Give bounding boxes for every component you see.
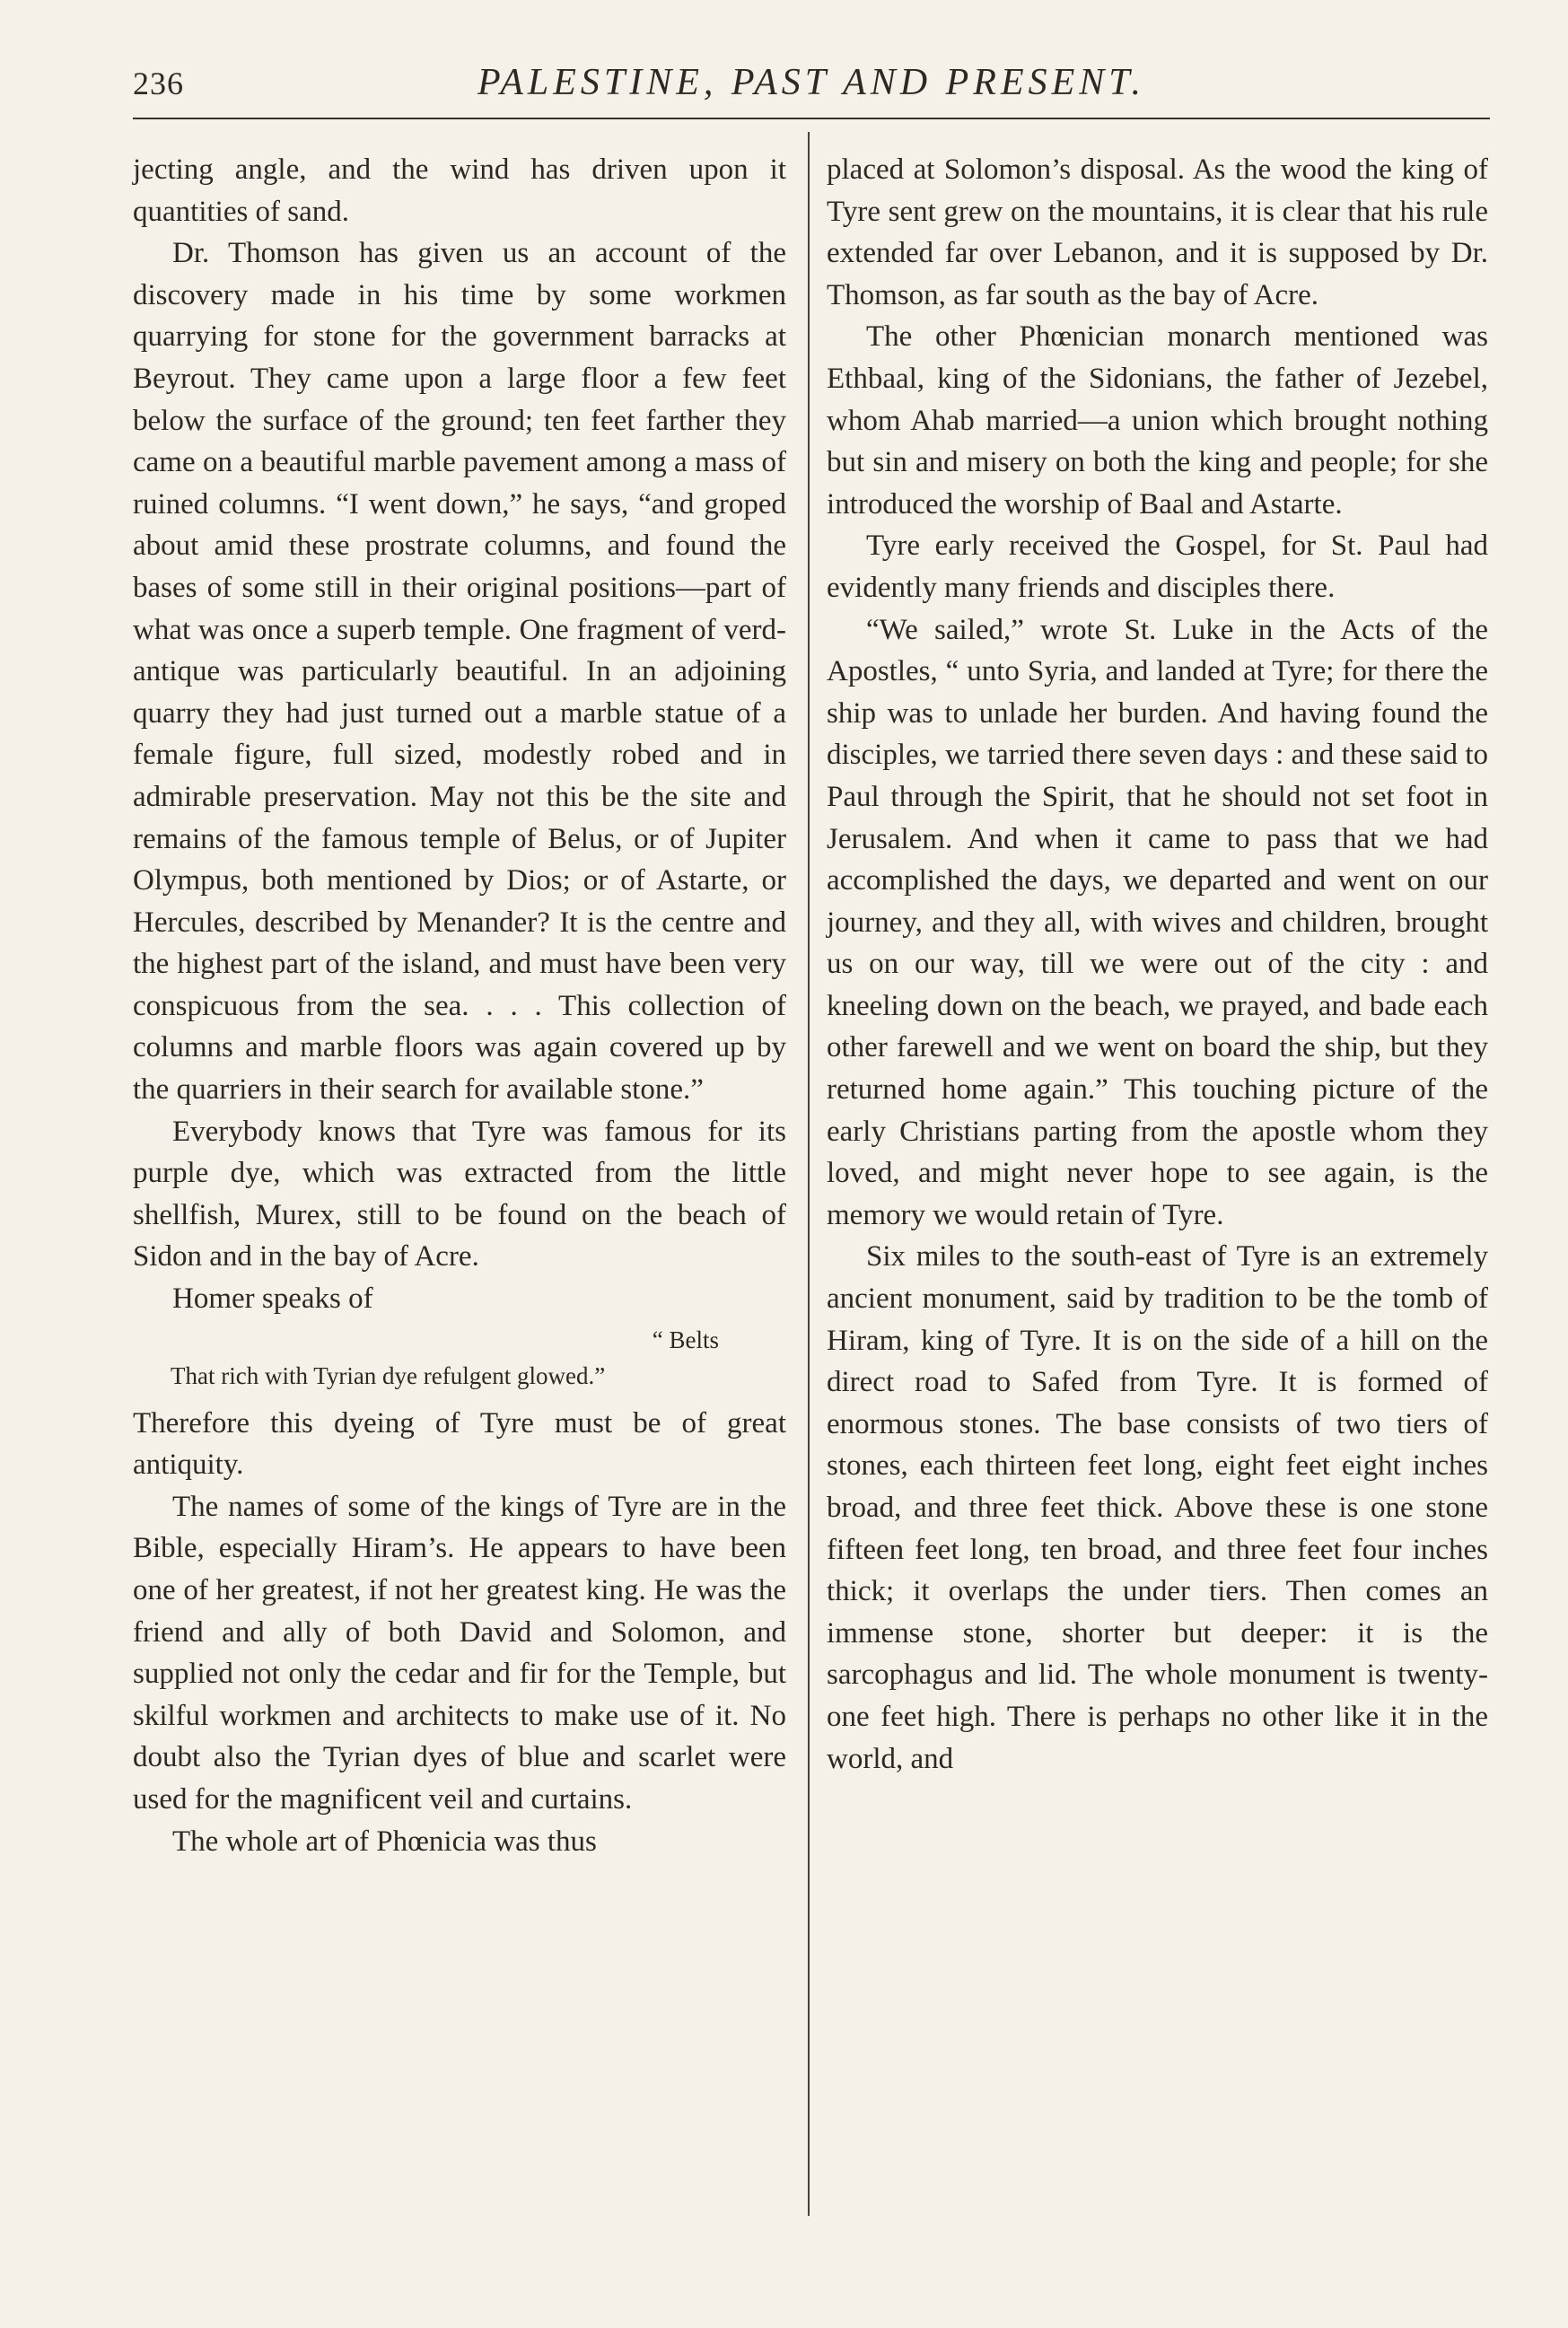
running-title: PALESTINE, PAST AND PRESENT. — [477, 62, 1146, 103]
page-number: 236 — [133, 66, 184, 101]
paragraph: jecting angle, and the wind has driven upon it quantities of sand. — [133, 153, 786, 228]
paragraph: The names of some of the kings of Tyre are in the Bible, especially Hiram’s. He appears to have been one of her greatest, if not her greatest king. He was the friend and ally of both David and Solomon, and supplied not only the cedar and fir for the Temple, but skilful workmen and architects to make use of it. No doubt also the Tyrian dyes of blue and scarlet were used for the magnificent veil and curtains. — [133, 1490, 786, 1816]
paragraph: Homer speaks of — [172, 1282, 373, 1316]
right-column — [827, 149, 1488, 1780]
header-rule — [133, 118, 1490, 119]
paragraph: Therefore this dyeing of Tyre must be of great antiquity. — [133, 1406, 786, 1482]
paragraph: “We sailed,” wrote St. Luke in the Acts of the Apostles, “ unto Syria, and landed at Tyre; for there the ship was to unlade her burden. And having found the disciples, we tarried there seven days : and these said to Paul through the Spirit, that he should not set foot in Jerusalem. And when it came to pass that we had accomplished the days, we departed and went on our journey, and they all, with wives and children, brought us on our way, till we were out of the city : and kneeling down on the beach, we prayed, and bade each other farewell and we went on board the ship, but they returned home again.” This touching picture of the early Christians parting from the apostle whom they loved, and might never hope to see again, is the memory we would retain of Tyre. — [827, 613, 1488, 1231]
left-column — [133, 149, 786, 1862]
verse-line: “ Belts — [652, 1326, 719, 1353]
paragraph: Tyre early received the Gospel, for St. Paul had evidently many friends and disciples there. — [827, 529, 1488, 604]
column-divider — [808, 132, 810, 2216]
paragraph: The other Phœnician monarch mentioned was Ethbaal, king of the Sidonians, the father of Jezebel, whom Ahab married—a union which brought nothing but sin and misery on both the king and people; for she introduced the worship of Baal and Astarte. — [827, 320, 1488, 521]
paragraph: placed at Solomon’s disposal. As the wood the king of Tyre sent grew on the mountains, it is clear that his rule extended far over Lebanon, and it is supposed by Dr. Thomson, as far south as the bay of Acre. — [827, 153, 1488, 311]
verse-line: That rich with Tyrian dye refulgent glowed.” — [171, 1361, 606, 1389]
paragraph: Six miles to the south-east of Tyre is an extremely ancient monument, said by tradition to be the tomb of Hiram, king of Tyre. It is on the side of a hill on the direct road to Safed from Tyre. It is formed of enormous stones. The base consists of two tiers of stones, each thirteen feet long, eight feet eight inches broad, and three feet thick. Above these is one stone fifteen feet long, ten broad, and three feet four inches thick; it overlaps the under tiers. Then comes an immense stone, shorter but deeper: it is the sarcophagus and lid. The whole monument is twenty-one feet high. There is perhaps no other like it in the world, and — [827, 1240, 1488, 1775]
paragraph: The whole art of Phœnicia was thus — [172, 1825, 597, 1858]
paragraph: Everybody knows that Tyre was famous for its purple dye, which was extracted from the little shellfish, Murex, still to be found on the beach of Sidon and in the bay of Acre. — [133, 1115, 786, 1273]
page-header — [133, 56, 1490, 113]
verse-quotation — [133, 1322, 786, 1394]
paragraph: Dr. Thomson has given us an account of the discovery made in his time by some workmen quarrying for stone for the government barracks at Beyrout. They came upon a large floor a few feet below the surface of the ground; ten feet farther they came on a beautiful marble pavement among a mass of ruined columns. “I went down,” he says, “and groped about amid these prostrate columns, and found the bases of some still in their original positions—part of what was once a superb temple. One fragment of verd-antique was particularly beautiful. In an adjoining quarry they had just turned out a marble statue of a female figure, full sized, modestly robed and in admirable preservation. May not this be the site and remains of the famous temple of Belus, or of Jupiter Olympus, both mentioned by Dios; or of Astarte, or Hercules, described by Menander? It is the centre and the highest part of the island, and must have been very conspicuous from the sea. . . . This collection of columns and marble floors was again covered up by the quarriers in their search for available stone.” — [133, 237, 786, 1107]
